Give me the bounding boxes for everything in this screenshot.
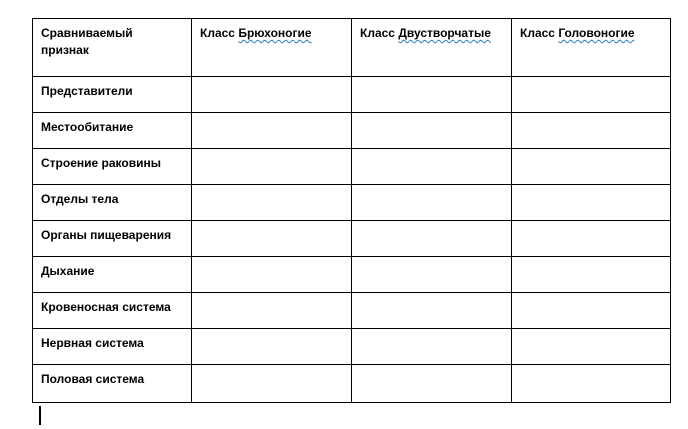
header-feature-label: Сравниваемый признак (41, 26, 133, 57)
row-label: Местообитание (41, 120, 134, 134)
empty-cell[interactable] (512, 257, 671, 293)
empty-cell[interactable] (512, 293, 671, 329)
header-class-prefix: Класс (200, 26, 239, 40)
row-label-cell[interactable] (33, 365, 192, 403)
table-row (33, 293, 671, 329)
empty-cell[interactable] (192, 185, 352, 221)
empty-cell[interactable] (512, 113, 671, 149)
empty-cell[interactable] (192, 257, 352, 293)
header-class-prefix: Класс (360, 26, 399, 40)
row-label-cell[interactable] (33, 221, 192, 257)
empty-cell[interactable] (512, 77, 671, 113)
empty-cell[interactable] (512, 185, 671, 221)
empty-cell[interactable] (192, 293, 352, 329)
comparison-table (32, 18, 671, 403)
row-label: Половая система (41, 372, 145, 386)
empty-cell[interactable] (192, 221, 352, 257)
empty-cell[interactable] (352, 365, 512, 403)
table-row (33, 149, 671, 185)
empty-cell[interactable] (352, 293, 512, 329)
row-label-cell[interactable] (33, 293, 192, 329)
empty-cell[interactable] (192, 77, 352, 113)
header-cell-gastropods[interactable] (192, 19, 352, 77)
row-label-cell[interactable] (33, 329, 192, 365)
empty-cell[interactable] (352, 113, 512, 149)
table-row (33, 257, 671, 293)
header-cell-cephalopods[interactable] (512, 19, 671, 77)
row-label-cell[interactable] (33, 149, 192, 185)
table-row (33, 221, 671, 257)
empty-cell[interactable] (512, 149, 671, 185)
empty-cell[interactable] (352, 221, 512, 257)
header-class-name: Брюхоногие (238, 26, 312, 40)
row-label-cell[interactable] (33, 113, 192, 149)
row-label-cell[interactable] (33, 185, 192, 221)
empty-cell[interactable] (192, 365, 352, 403)
row-label-cell[interactable] (33, 77, 192, 113)
empty-cell[interactable] (192, 329, 352, 365)
empty-cell[interactable] (512, 329, 671, 365)
table-row (33, 185, 671, 221)
header-class-name: Головоногие (558, 26, 635, 40)
row-label-cell[interactable] (33, 257, 192, 293)
empty-cell[interactable] (512, 221, 671, 257)
header-row (33, 19, 671, 77)
empty-cell[interactable] (192, 149, 352, 185)
table-row (33, 113, 671, 149)
table-row (33, 365, 671, 403)
row-label: Органы пищеварения (41, 228, 172, 242)
empty-cell[interactable] (352, 185, 512, 221)
table-row (33, 77, 671, 113)
row-label: Строение раковины (41, 156, 161, 170)
row-label: Кровеносная система (41, 300, 171, 314)
row-label: Нервная система (41, 336, 144, 350)
table-row (33, 329, 671, 365)
text-cursor (39, 406, 41, 425)
row-label: Дыхание (41, 264, 95, 278)
header-class-prefix: Класс (520, 26, 559, 40)
empty-cell[interactable] (512, 365, 671, 403)
empty-cell[interactable] (352, 77, 512, 113)
header-class-name: Двустворчатые (398, 26, 491, 40)
empty-cell[interactable] (352, 329, 512, 365)
header-cell-feature[interactable] (33, 19, 192, 77)
row-label: Представители (41, 84, 133, 98)
empty-cell[interactable] (352, 257, 512, 293)
row-label: Отделы тела (41, 192, 119, 206)
empty-cell[interactable] (352, 149, 512, 185)
header-cell-bivalves[interactable] (352, 19, 512, 77)
empty-cell[interactable] (192, 113, 352, 149)
